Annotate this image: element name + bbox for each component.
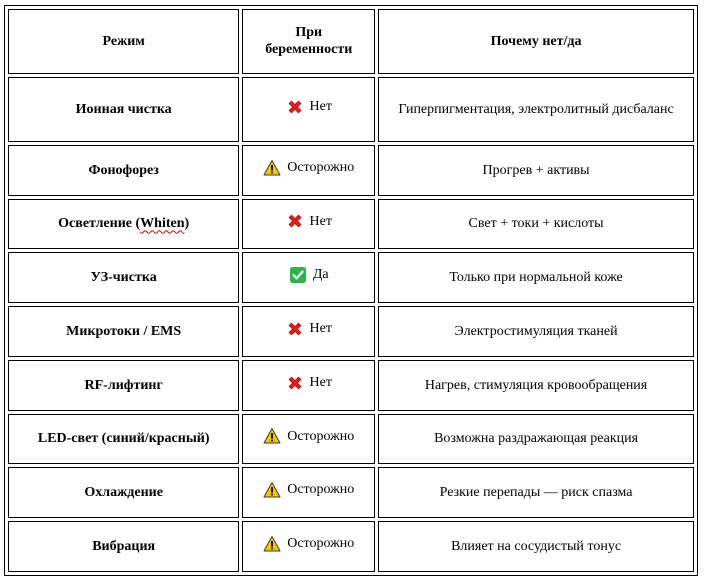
table-row xyxy=(8,77,694,142)
reason-cell: Гиперпигментация, электролитный дисбаланс xyxy=(378,77,694,142)
header-pregnancy: При беременности xyxy=(242,9,375,74)
mode-cell: Охлаждение xyxy=(8,467,239,518)
mode-text-prefix: Осветление ( xyxy=(58,216,141,232)
reason-cell: Влияет на сосудистый тонус xyxy=(378,521,694,572)
table-row xyxy=(8,414,694,465)
spellcheck-word[interactable]: Whiten xyxy=(140,216,185,232)
table-row xyxy=(8,199,694,250)
status-cell xyxy=(242,199,375,250)
header-mode: Режим xyxy=(8,9,239,74)
warning-icon xyxy=(263,535,281,553)
mode-text-suffix: ) xyxy=(184,216,190,232)
cross-icon xyxy=(286,98,304,116)
status-cell xyxy=(242,467,375,518)
mode-cell: УЗ-чистка xyxy=(8,252,239,303)
status-cell xyxy=(242,306,375,357)
table-header-row xyxy=(8,9,694,74)
table-row xyxy=(8,360,694,411)
header-reason: Почему нет/да xyxy=(378,9,694,74)
table-row xyxy=(8,252,694,303)
reason-cell: Резкие перепады — риск спазма xyxy=(378,467,694,518)
status-text: Нет xyxy=(309,374,332,390)
reason-cell: Только при нормальной коже xyxy=(378,252,694,303)
cross-icon xyxy=(286,212,304,230)
status-text: Осторожно xyxy=(287,159,355,175)
status-text: Осторожно xyxy=(287,428,355,444)
warning-icon xyxy=(263,481,281,499)
table-row xyxy=(8,467,694,518)
status-text: Нет xyxy=(309,98,332,114)
status-cell xyxy=(242,414,375,465)
warning-icon xyxy=(263,427,281,445)
reason-cell: Нагрев, стимуляция кровообращения xyxy=(378,360,694,411)
status-cell xyxy=(242,521,375,572)
mode-cell: Фонофорез xyxy=(8,145,239,196)
reason-cell: Электростимуляция тканей xyxy=(378,306,694,357)
reason-cell: Возможна раздражающая реакция xyxy=(378,414,694,465)
check-icon xyxy=(289,266,307,284)
status-cell xyxy=(242,145,375,196)
reason-cell: Прогрев + активы xyxy=(378,145,694,196)
warning-icon xyxy=(263,159,281,177)
mode-cell: Микротоки / EMS xyxy=(8,306,239,357)
status-cell xyxy=(242,360,375,411)
mode-cell: LED-свет (синий/красный) xyxy=(8,414,239,465)
status-text: Осторожно xyxy=(287,482,355,498)
status-cell xyxy=(242,77,375,142)
table-row xyxy=(8,145,694,196)
status-text: Нет xyxy=(309,213,332,229)
reason-cell: Свет + токи + кислоты xyxy=(378,199,694,250)
mode-cell xyxy=(8,199,239,250)
cross-icon xyxy=(286,374,304,392)
table-row xyxy=(8,306,694,357)
mode-cell: RF-лифтинг xyxy=(8,360,239,411)
pregnancy-modes-table xyxy=(4,5,698,576)
status-cell xyxy=(242,252,375,303)
status-text: Нет xyxy=(309,321,332,337)
table-row xyxy=(8,521,694,572)
status-text: Осторожно xyxy=(287,536,355,552)
mode-cell: Ионная чистка xyxy=(8,77,239,142)
mode-cell: Вибрация xyxy=(8,521,239,572)
status-text: Да xyxy=(312,267,329,283)
cross-icon xyxy=(286,320,304,338)
